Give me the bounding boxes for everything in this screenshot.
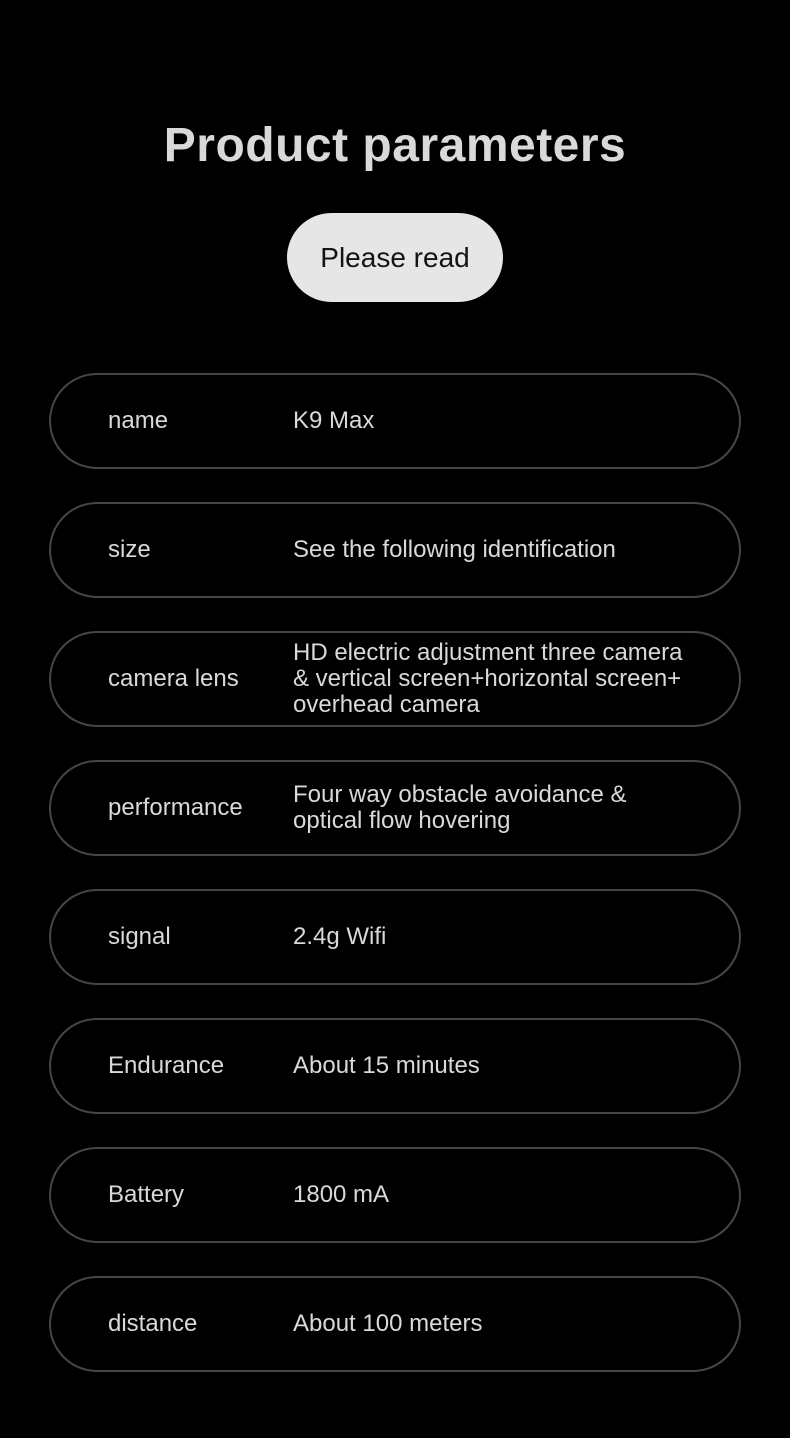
parameter-value: Four way obstacle avoidance & optical flow hovering: [293, 781, 627, 834]
parameter-label: Endurance: [108, 1052, 225, 1079]
parameter-row-signal: [49, 889, 741, 985]
parameter-row-distance: [49, 1276, 741, 1372]
parameter-value: K9 Max: [293, 407, 375, 434]
parameter-value: 1800 mA: [293, 1181, 390, 1208]
parameter-value: HD electric adjustment three camera & vertical screen+horizontal screen+ overhead camera: [293, 639, 683, 718]
parameters-list: [0, 373, 790, 1372]
parameter-row-name: [49, 373, 741, 469]
parameter-label: signal: [108, 923, 171, 950]
please-read-badge: [287, 213, 503, 302]
parameter-label: distance: [108, 1310, 198, 1337]
parameter-label: size: [108, 536, 151, 563]
please-read-badge-label: Please read: [320, 241, 470, 273]
parameter-row-camera-lens: [49, 631, 741, 727]
parameter-row-performance: [49, 760, 741, 856]
parameter-label: performance: [108, 794, 243, 821]
parameter-value: About 100 meters: [293, 1310, 483, 1337]
parameter-value: About 15 minutes: [293, 1052, 480, 1079]
parameter-label: camera lens: [108, 665, 239, 692]
parameter-label: Battery: [108, 1181, 185, 1208]
parameter-label: name: [108, 407, 169, 434]
parameter-row-endurance: [49, 1018, 741, 1114]
parameter-row-size: [49, 502, 741, 598]
parameter-row-battery: [49, 1147, 741, 1243]
page-title: Product parameters: [163, 119, 627, 172]
parameter-value: 2.4g Wifi: [293, 923, 387, 950]
parameter-value: See the following identification: [293, 536, 616, 563]
